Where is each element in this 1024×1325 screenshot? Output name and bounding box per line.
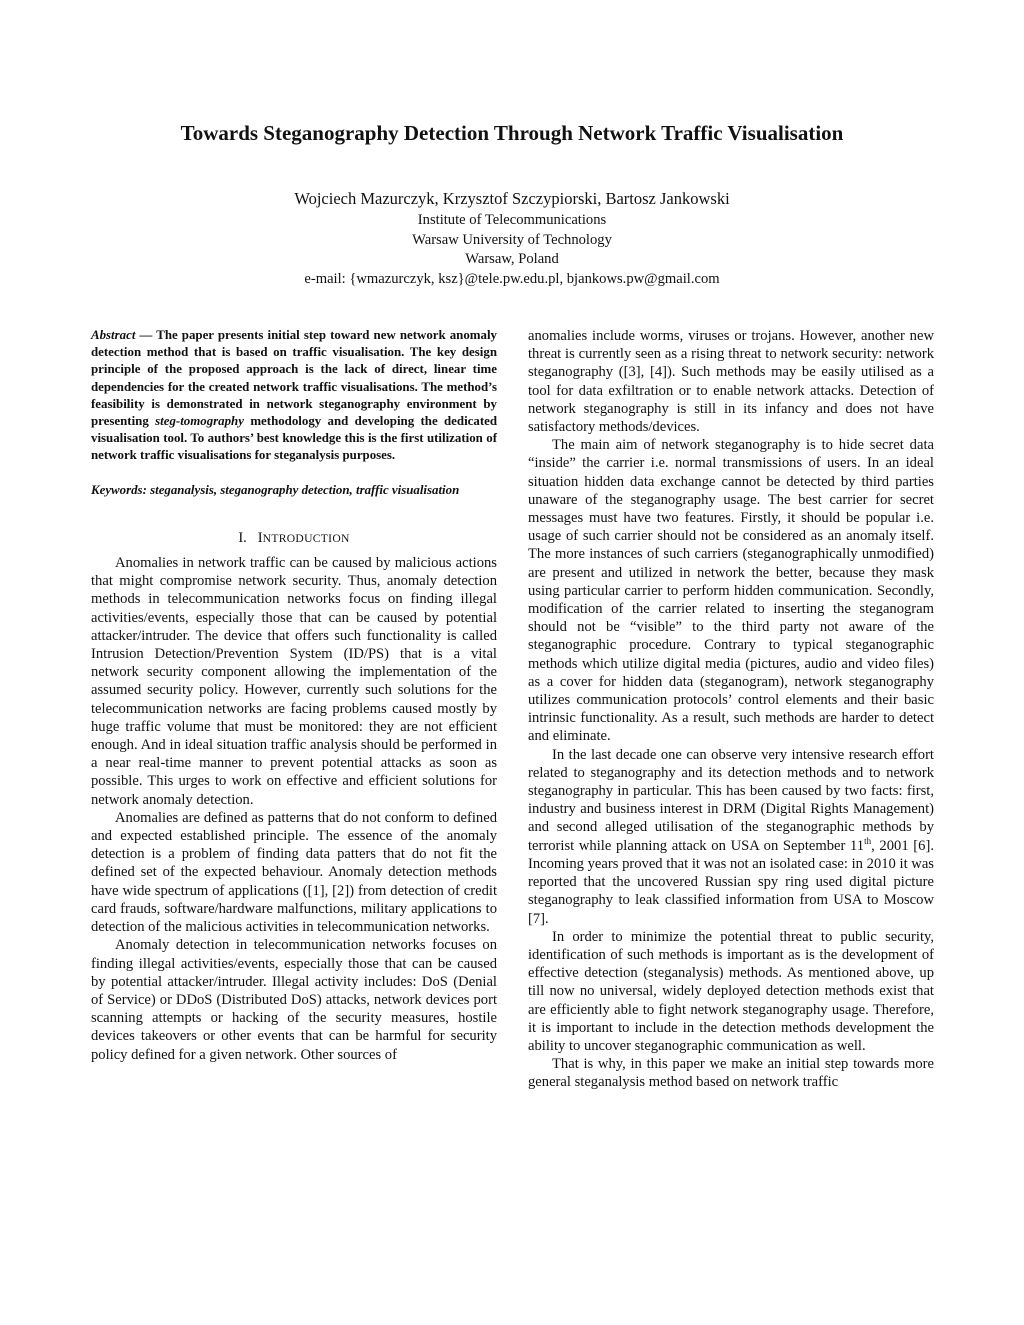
body-paragraph: Anomalies are defined as patterns that do not conform to defined and expected established principle. The essence of the anomaly detection is a problem of finding data patters that do not fit the defined set of the expected behaviour. Anomaly detection methods have wide spectrum of applications ([1], [2]) from detection of credit card frauds, software/hardware malfunctions, military applications to detection of the malicious activities in telecommunication networks. [91,809,497,936]
body-paragraph: Anomaly detection in telecommunication networks focuses on finding illegal activities/events, especially those that can be caused by potential attacker/intruder. Illegal activity includes: DoS (Denial of Service) or DDoS (Distributed DoS) attacks, network devices port scanning attempts or hacking of the security measures, hostile devices takeovers or other events that can be harmful for security policy defined for a given network. Other sources of [91,937,497,1063]
right-column [528,327,934,1092]
body-paragraph: anomalies include worms, viruses or trojans. However, another new threat is currently seen as a rising threat to network security: network steganography ([3], [4]). Such methods may be easily utilised as a tool for data exfiltration or to enable network attacks. Detection of network steganography is still in its infancy and does not have satisfactory methods/devices. [528,328,934,436]
paragraph-text: In the last decade one can observe very intensive research effort related to steganography and its detection methods and to network steganography in particular. This has been caused by two facts: first, industry and business interest in DRM (Digital Rights Management) and second alleged utilisation of the steganographic methods by terrorist while planning attack on USA on September 11 [528,746,934,854]
affiliation-line: Institute of Telecommunications [417,212,607,228]
paragraph-text: , 2001 [6]. Incoming years proved that it was not an isolated case: in 2010 it was reported that the uncovered Russian spy ring used digital picture steganography to leak classified information from USA to Moscow [7]. [528,837,934,927]
abstract-text: The paper presents initial step toward new network anomaly detection method that is based on traffic visualisation. The key design principle of the proposed approach is the lack of direct, linear time dependencies for the created network traffic visualisations. The method’s feasibility is demonstrated in network steganography environment by presenting [91,328,497,429]
author-list: Wojciech Mazurczyk, Krzysztof Szczypiorski, Bartosz Jankowski [294,189,730,208]
abstract-label: Abstract [91,328,136,342]
body-paragraph: That is why, in this paper we make an initial step towards more general steganalysis method based on network traffic [528,1056,934,1091]
abstract: Abstract — The paper presents initial step toward new network anomaly detection method that is based on traffic visualisation. The key design principle of the proposed approach is the lack of direct, linear time dependencies for the created network traffic visualisations. The method’s feasibility is demonstrated in network steganography environment by presenting steg-tomography methodology and developing the dedicated visualisation tool. To authors’ best knowledge this is the first utilization of network traffic visualisations for steganalysis purposes. [91,328,497,463]
affiliation-line: Warsaw, Poland [465,251,559,267]
keywords-text: steganalysis, steganography detection, traffic visualisation [150,482,460,497]
keywords [91,482,497,499]
body-paragraph: In order to minimize the potential threat to public security, identification of such methods is important as is the development of effective detection (steganalysis) methods. As mentioned above, up till now no universal, widely deployed detection methods exist that are efficiently able to fight network steganography usage. Therefore, it is important to include in the detection methods development the ability to uncover steganographic communication as well. [528,928,934,1054]
keywords-label: Keywords: [91,482,147,497]
author-email: e-mail: {wmazurczyk, ksz}@tele.pw.edu.pl, bjankows.pw@gmail.com [304,270,720,287]
superscript: th [864,835,872,846]
section-number: I. [238,529,247,546]
affiliation-block [60,211,964,289]
abstract-term: steg-tomography [155,414,244,429]
left-column [91,327,497,1064]
body-paragraph: Anomalies in network traffic can be caused by malicious actions that might compromise network security. Thus, anomaly detection methods in telecommunication networks focus on finding illegal activities/events, especially those that can be caused by potential attacker/intruder. The device that offers such functionality is called Intrusion Detection/Prevention System (ID/PS) that is a vital network security component allowing the implementation of the assumed security policy. However, currently such solutions for the telecommunication networks are facing problems caused mostly by huge traffic volume that must be monitored: they are not efficient enough. And in ideal situation traffic analysis should be performed in a near real-time manner to prevent potential attacks as soon as possible. This urges to work on effective and efficient solutions for network anomaly detection. [91,555,497,808]
body-paragraph: The main aim of network steganography is to hide secret data “inside” the carrier i.e. normal transmissions of users. In an ideal situation hidden data exchange cannot be detected by third parties unaware of the steganography usage. The best carrier for secret messages must have two features. Firstly, it should be popular i.e. usage of such carrier should not be considered as an anomaly itself. The more instances of such carriers (steganographically unmodified) are present and utilized in network the better, because they mask using particular carrier to perform hidden communication. Secondly, modification of the carrier related to inserting the steganogram should not be “visible” to the third party not aware of the steganographic procedure. Contrary to typical steganographic methods which utilize digital media (pictures, audio and video files) as a cover for hidden data (steganogram), network steganography utilizes communication protocols’ control elements and their basic intrinsic functionality. As a result, such methods are harder to detect and eliminate. [528,437,934,745]
abstract-text: methodology and developing the dedicated visualisation tool. To authors’ best knowledge this is the first utilization of network traffic visualisations for steganalysis purposes. [91,414,497,463]
section-heading [91,529,497,548]
affiliation-line: Warsaw University of Technology [412,231,612,248]
paper-title: Towards Steganography Detection Through Network Traffic Visualisation [180,121,844,145]
body-paragraph [528,746,934,928]
section-title-first-letter: I [257,529,263,546]
section-title: NTRODUCTION [262,531,350,545]
